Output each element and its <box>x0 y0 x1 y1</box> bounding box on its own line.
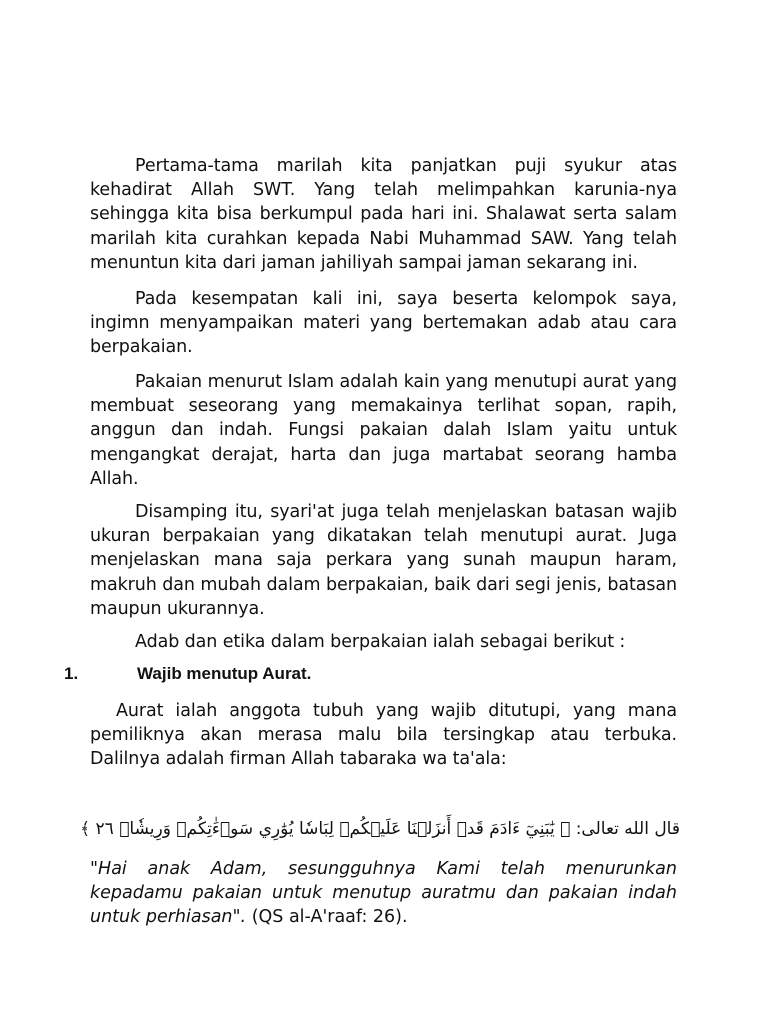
translation-quote: "Hai anak Adam, sesungguhnya Kami telah menurunkan kepadamu pakaian untuk menutup auratmu dan pakaian indah untuk perhiasan". <box>90 859 677 928</box>
sharia-paragraph: Disamping itu, syari'at juga telah menjelaskan batasan wajib ukuran berpakaian yang dikatakan telah menutupi aurat. Juga menjelaskan mana saja perkara yang sunah maupun haram, makruh dan mubah dalam berpakaian, baik dari segi jenis, batasan maupun ukurannya. <box>90 502 677 619</box>
opening-paragraph: Pertama-tama marilah kita panjatkan puji syukur atas kehadirat Allah SWT. Yang telah melimpahkan karunia-nya sehingga kita bisa berkumpul pada hari ini. Shalawat serta salam marilah kita curahkan kepada Nabi Muhammad SAW. Yang telah menuntun kita dari jaman jahiliyah sampai jaman sekarang ini. <box>90 156 677 273</box>
etiquette-intro-paragraph: Adab dan etika dalam berpakaian ialah sebagai berikut : <box>135 632 626 652</box>
section-title: Wajib menutup Aurat. <box>137 664 312 683</box>
quran-verse-arabic: قال الله تعالى: ﴿ يَٰبَنِيٓ ءَادَمَ قَدۡ أَنزَلۡنَا عَلَيۡكُمۡ لِبَاسٗا يُوَٰرِي سَوۡءَٰتِكُمۡ وَرِيشٗاۖ ٢٦ ﴾ <box>80 819 680 839</box>
translation-reference: (QS al-A'raaf: 26). <box>246 907 408 928</box>
section-number: 1. <box>64 664 79 683</box>
intro-paragraph: Pada kesempatan kali ini, saya beserta kelompok saya, ingimn menyampaikan materi yang bertemakan adab atau cara berpakaian. <box>90 289 677 358</box>
aurat-paragraph: Aurat ialah anggota tubuh yang wajib ditutupi, yang mana pemiliknya akan merasa malu bila tersingkap atau terbuka. Dalilnya adalah firman Allah tabaraka wa ta'ala: <box>90 701 677 770</box>
verse-translation <box>90 857 677 930</box>
clothing-definition-paragraph: Pakaian menurut Islam adalah kain yang menutupi aurat yang membuat seseorang yang memakainya terlihat sopan, rapih, anggun dan indah. Fungsi pakaian dalah Islam yaitu untuk mengangkat derajat, harta dan juga martabat seorang hamba Allah. <box>90 372 677 489</box>
